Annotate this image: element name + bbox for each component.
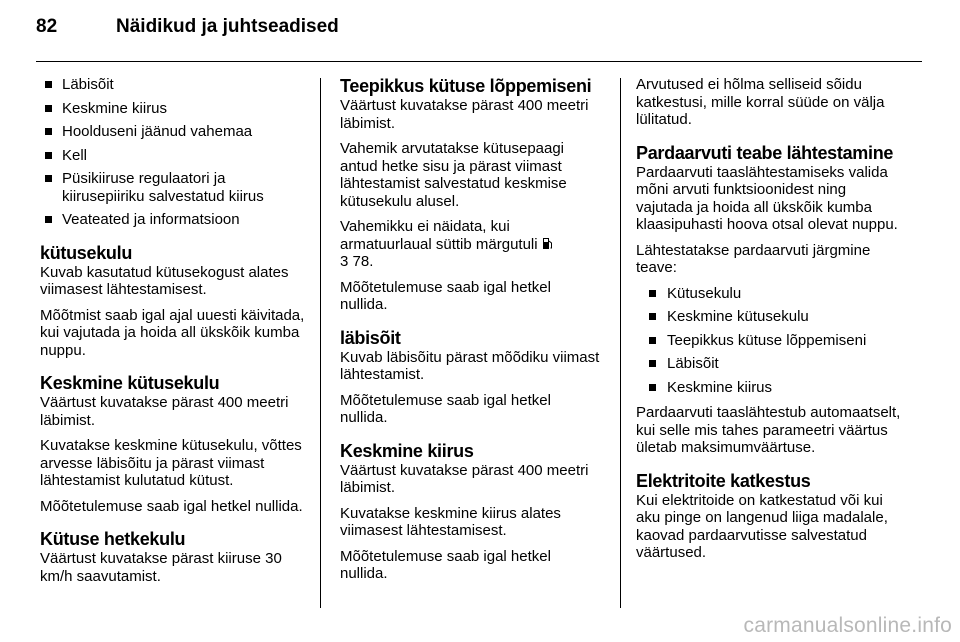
paragraph: Väärtust kuvatakse pärast 400 meetri läbimist. [340, 461, 589, 496]
fuel-pump-icon [542, 237, 553, 250]
paragraph: Mõõtmist saab igal ajal uuesti käivitada, kui vajutada ja hoida all ükskõik kumba nuppu. [40, 306, 305, 359]
watermark: carmanualsonline.info [743, 614, 952, 637]
paragraph: Mõõtetulemuse saab igal hetkel nullida. [340, 278, 551, 313]
section-heading: kütusekulu [40, 242, 133, 263]
section-heading: Kütuse hetkekulu [40, 529, 186, 549]
bullet-icon [45, 105, 52, 112]
bullet-icon [45, 216, 52, 223]
list-item: Kütusekulu [636, 285, 904, 303]
bullet-icon [649, 337, 656, 344]
paragraph: Pardaarvuti taaslähtestamiseks valida mõni arvuti funktsioonidest ning vajutada ja hoida all ükskõik kumba klaasipuhasti hoova otsal olevat nuppu. [636, 163, 898, 233]
paragraph: Väärtust kuvatakse pärast kiiruse 30 km/h saavutamist. [40, 550, 282, 585]
paragraph: Kuvab läbisõitu pärast mõõdiku viimast lähtestamist. [340, 348, 600, 383]
section-heading: Keskmine kiirus [340, 440, 474, 461]
section-heading: Pardaarvuti teabe lähtestamine [636, 142, 894, 163]
list-item: Läbisõit [636, 355, 904, 373]
bullet-icon [649, 290, 656, 297]
paragraph: Vahemik arvutatakse kütusepaagi antud hetke sisu ja pärast viimast lähtestamist salvestatud keskmise kütusekulu alusel. [340, 140, 567, 210]
paragraph: Mõõtetulemuse saab igal hetkel nullida. [340, 547, 551, 582]
list-item: Keskmine kiirus [40, 100, 308, 118]
column-divider [320, 78, 321, 608]
bullet-icon [45, 128, 52, 135]
paragraph: Väärtust kuvatakse pärast 400 meetri läbimist. [340, 97, 589, 132]
page-reference[interactable]: 78. [352, 253, 374, 270]
list-item: Läbisõit [40, 76, 308, 94]
bullet-icon [45, 81, 52, 88]
list-item: Kell [40, 147, 308, 165]
paragraph: Pardaarvuti taaslähtestub automaatselt, kui selle mis tahes parameetri väärtus ületab maksimumväärtuse. [636, 404, 901, 456]
bullet-icon [649, 313, 656, 320]
list-item: Keskmine kiirus [636, 379, 904, 397]
page-number: 82 [36, 16, 58, 37]
section-heading: Teepikkus kütuse lõppemiseni [340, 76, 592, 96]
reset-list [636, 285, 904, 397]
bullet-icon [45, 152, 52, 159]
info-list [40, 76, 308, 229]
paragraph: Kuvatakse keskmine kütusekulu, võttes arvesse läbisõitu ja pärast viimast lähtestamist kulutatud kütust. [40, 437, 302, 489]
bullet-icon [45, 175, 52, 182]
paragraph: Väärtust kuvatakse pärast 400 meetri läbimist. [40, 394, 289, 429]
paragraph: Kuvab kasutatud kütusekogust alates viimasest lähtestamisest. [40, 263, 289, 298]
list-item: Veateated ja informatsioon [40, 211, 308, 229]
paragraph: Mõõtetulemuse saab igal hetkel nullida. [40, 497, 303, 515]
section-heading: Elektritoite katkestus [636, 470, 811, 491]
bullet-icon [649, 360, 656, 367]
paragraph: Vahemikku ei näidata, kui armatuurlaual süttib märgutuli 3 78. [340, 218, 602, 271]
column-2 [340, 76, 602, 591]
section-heading: läbisõit [340, 327, 401, 348]
list-item: Püsikiiruse regulaatori ja kiirusepiiriku salvestatud kiirus [40, 170, 308, 205]
paragraph: Kui elektritoide on katkestatud või kui aku pinge on langenud liiga madalale, kaovad pardaarvutisse salvestatud väärtused. [636, 491, 888, 561]
column-divider [620, 78, 621, 608]
section-heading: Keskmine kütusekulu [40, 373, 220, 393]
paragraph: Mõõtetulemuse saab igal hetkel nullida. [340, 391, 551, 426]
page-reference-icon: 3 [340, 253, 349, 270]
column-3 [636, 76, 904, 570]
paragraph: Lähtestatakse pardaarvuti järgmine teave: [636, 241, 871, 276]
page-header [36, 16, 916, 56]
paragraph: Arvutused ei hõlma selliseid sõidu katkestusi, mille korral süüde on välja lülitatud. [636, 76, 885, 128]
column-1 [40, 76, 308, 593]
list-item: Keskmine kütusekulu [636, 308, 904, 326]
header-divider [36, 61, 922, 62]
list-item: Teepikkus kütuse lõppemiseni [636, 332, 904, 350]
bullet-icon [649, 384, 656, 391]
paragraph: Kuvatakse keskmine kiirus alates viimasest lähtestamisest. [340, 504, 561, 539]
list-item: Hoolduseni jäänud vahemaa [40, 123, 308, 141]
page-title: Näidikud ja juhtseadised [116, 16, 339, 37]
